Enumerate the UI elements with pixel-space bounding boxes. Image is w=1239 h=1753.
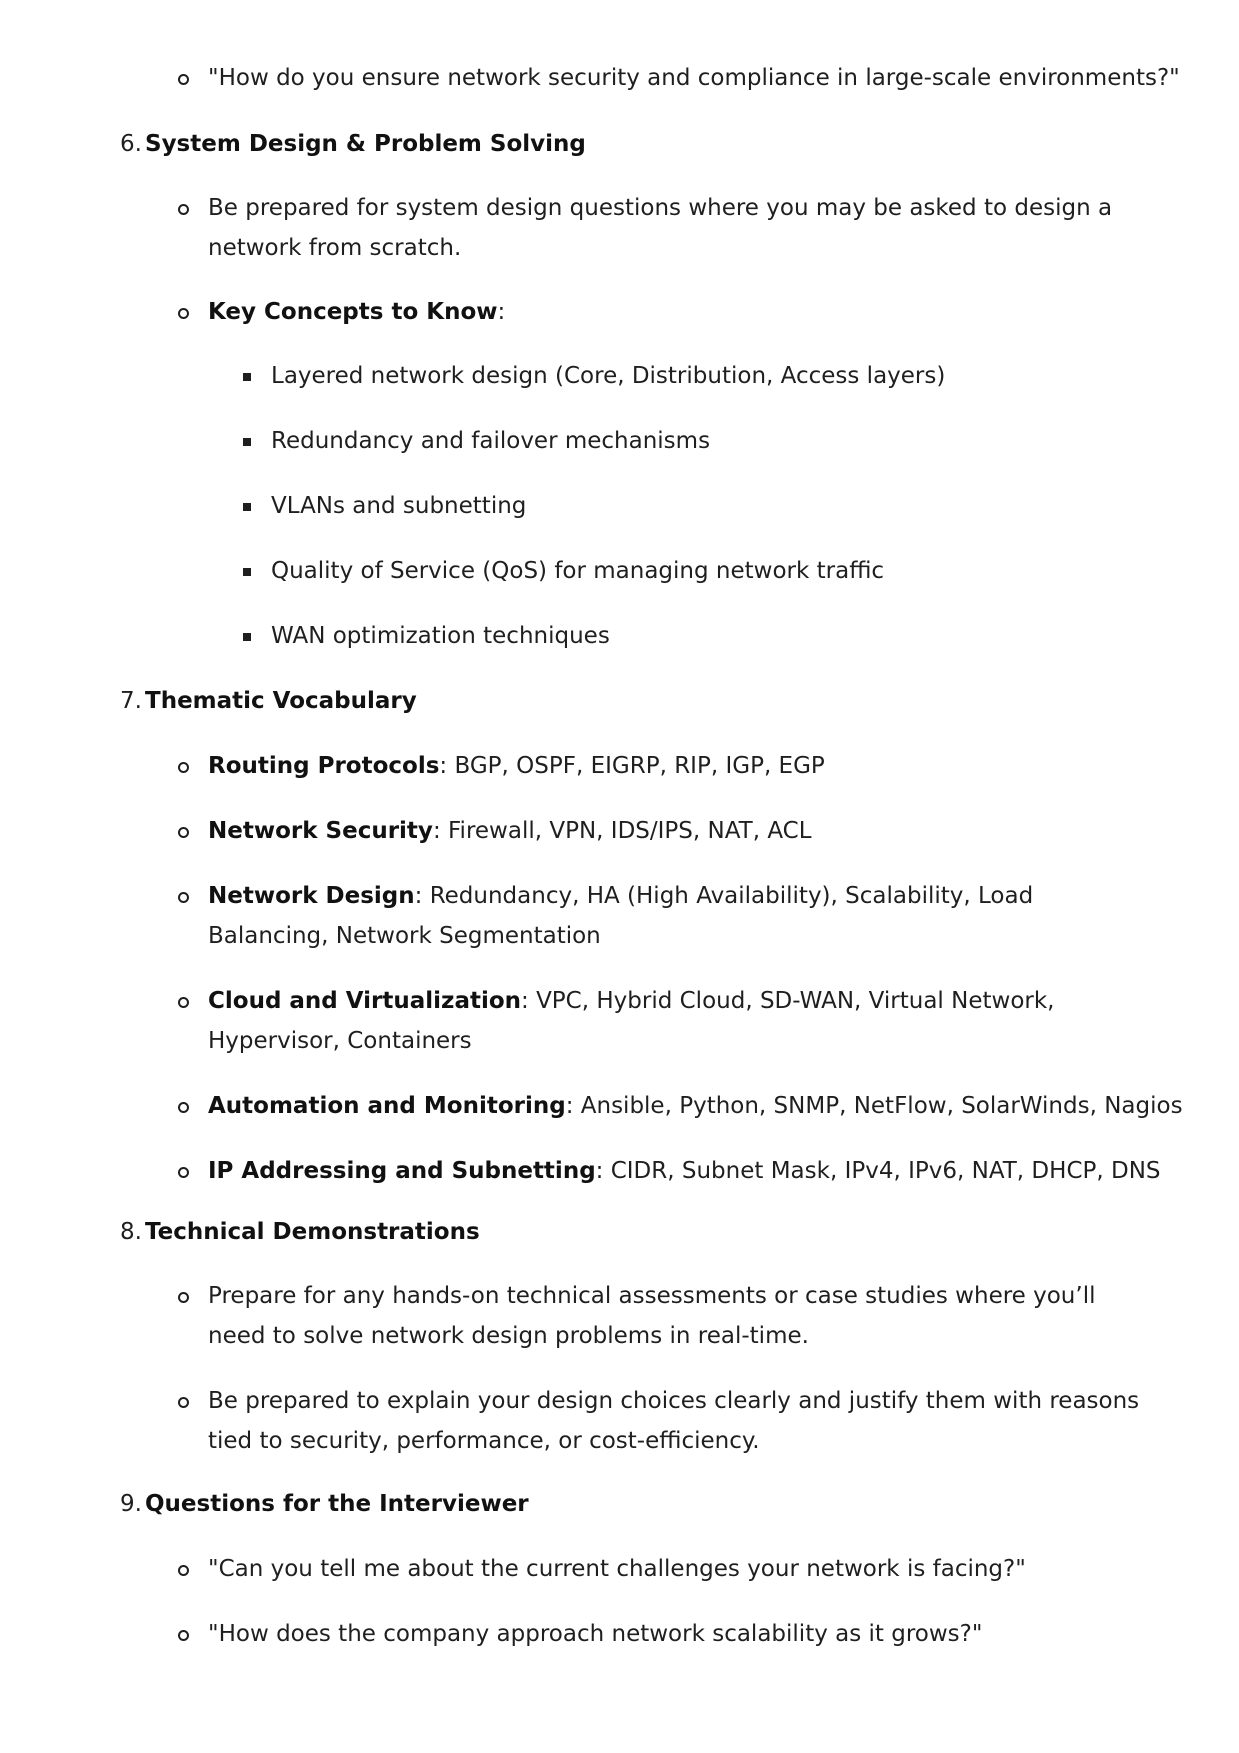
section-number: 8. [120, 1219, 142, 1245]
square-bullet-icon [243, 503, 251, 511]
hollow-bullet-icon [178, 1167, 189, 1178]
term-description: : [497, 299, 506, 325]
key-term: Routing Protocols [208, 753, 440, 779]
term-description: : BGP, OSPF, EIGRP, RIP, IGP, EGP [439, 753, 825, 779]
sub-list-item: WAN optimization techniques [271, 623, 610, 649]
hollow-bullet-icon [178, 204, 189, 215]
section-heading [120, 681, 417, 721]
list-item: Prepare for any hands-on technical assessments or case studies where you’ll need to solve network design problems in real-time. [208, 1283, 1096, 1349]
section-number: 7. [120, 688, 142, 714]
sub-list-item: VLANs and subnetting [271, 493, 527, 519]
section-title: System Design & Problem Solving [145, 131, 586, 157]
hollow-bullet-icon [178, 827, 189, 838]
hollow-bullet-icon [178, 1397, 189, 1408]
list-item [208, 811, 812, 851]
list-item [208, 1086, 1183, 1126]
key-term: Network Design [208, 883, 415, 909]
section-heading [120, 124, 586, 164]
hollow-bullet-icon [178, 1630, 189, 1641]
list-item [208, 876, 1158, 956]
list-item: "Can you tell me about the current challenges your network is facing?" [208, 1556, 1026, 1582]
key-term: Cloud and Virtualization [208, 988, 522, 1014]
sub-list-item: Quality of Service (QoS) for managing network traffic [271, 558, 885, 584]
section-title: Questions for the Interviewer [145, 1491, 529, 1517]
hollow-bullet-icon [178, 308, 189, 319]
key-term: Key Concepts to Know [208, 299, 498, 325]
list-item: Be prepared to explain your design choices clearly and justify them with reasons tied to security, performance, or cost-efficiency. [208, 1388, 1140, 1454]
square-bullet-icon [243, 373, 251, 381]
term-description: : CIDR, Subnet Mask, IPv4, IPv6, NAT, DHCP, DNS [595, 1158, 1161, 1184]
hollow-bullet-icon [178, 892, 189, 903]
list-item [208, 981, 1158, 1061]
list-item [208, 292, 505, 332]
section-number: 6. [120, 131, 142, 157]
hollow-bullet-icon [178, 762, 189, 773]
hollow-bullet-icon [178, 997, 189, 1008]
section-heading [120, 1484, 529, 1524]
hollow-bullet-icon [178, 74, 189, 85]
section-title: Thematic Vocabulary [145, 688, 417, 714]
term-description: : Redundancy, HA (High Availability), Scalability, Load Balancing, Network Segmentation [208, 883, 1034, 949]
list-item: Be prepared for system design questions where you may be asked to design a network from scratch. [208, 195, 1113, 261]
section-heading [120, 1212, 480, 1252]
key-term: Automation and Monitoring [208, 1093, 566, 1119]
sub-list-item: Layered network design (Core, Distribution, Access layers) [271, 363, 946, 389]
section-number: 9. [120, 1491, 142, 1517]
term-description: : Ansible, Python, SNMP, NetFlow, SolarWinds, Nagios [565, 1093, 1183, 1119]
section-title: Technical Demonstrations [145, 1219, 480, 1245]
square-bullet-icon [243, 568, 251, 576]
hollow-bullet-icon [178, 1102, 189, 1113]
key-term: Network Security [208, 818, 433, 844]
key-term: IP Addressing and Subnetting [208, 1158, 596, 1184]
sub-list-item: Redundancy and failover mechanisms [271, 428, 711, 454]
term-description: : Firewall, VPN, IDS/IPS, NAT, ACL [432, 818, 812, 844]
term-description: : VPC, Hybrid Cloud, SD-WAN, Virtual Network, Hypervisor, Containers [208, 988, 1055, 1054]
list-item [208, 1151, 1161, 1191]
list-item: "How does the company approach network scalability as it grows?" [208, 1621, 983, 1647]
square-bullet-icon [243, 633, 251, 641]
list-item: "How do you ensure network security and compliance in large-scale environments?" [208, 65, 1180, 91]
square-bullet-icon [243, 438, 251, 446]
hollow-bullet-icon [178, 1565, 189, 1576]
list-item [208, 746, 825, 786]
hollow-bullet-icon [178, 1292, 189, 1303]
